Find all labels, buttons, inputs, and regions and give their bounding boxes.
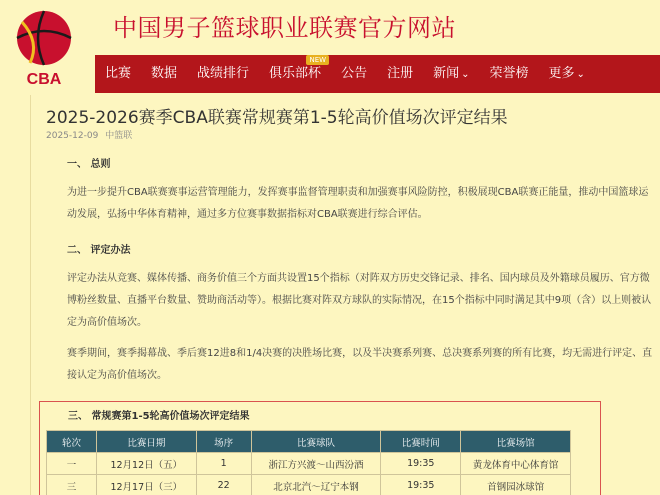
section-heading-results: 三、 常规赛第1-5轮高价值场次评定结果 bbox=[68, 411, 250, 422]
article-container bbox=[30, 95, 660, 495]
site-title[interactable]: 中国男子篮球职业联赛官方网站 bbox=[113, 14, 456, 42]
table-cell: 22 bbox=[196, 475, 251, 495]
cba-logo-icon[interactable] bbox=[10, 8, 78, 88]
section-text-method: 评定办法从竞赛、媒体传播、商务价值三个方面共设置15个指标（对阵双方历史交锋记录、排名、国内球员及外籍球员履历、官方微博粉丝数量、直播平台数量、赞助商活动等）。根据比赛对阵双方球队的实际情况，在15个指标中同时满足其中9项（含）以上则被认定为高价值场次。 bbox=[67, 273, 652, 328]
column-header: 场序 bbox=[196, 431, 251, 453]
nav-label: 更多 bbox=[548, 66, 575, 81]
section-text-method-2: 赛季期间，赛季揭幕战、季后赛12进8和1/4决赛的决胜场比赛，以及半决赛系列赛、总决赛系列赛的所有比赛，均无需进行评定、直接认定为高价值场次。 bbox=[67, 348, 653, 381]
site-header bbox=[0, 0, 660, 95]
nav-item-registration[interactable] bbox=[377, 55, 423, 93]
results-table bbox=[46, 430, 571, 495]
column-header: 比赛日期 bbox=[96, 431, 196, 453]
table-cell: 浙江方兴渡～山西汾酒 bbox=[251, 453, 381, 475]
nav-label: 注册 bbox=[387, 66, 414, 81]
column-header: 比赛球队 bbox=[251, 431, 381, 453]
article-source: 中篮联 bbox=[105, 131, 133, 141]
main-nav bbox=[95, 55, 660, 93]
article-date: 2025-12-09 bbox=[46, 131, 99, 141]
table-cell: 三 bbox=[47, 475, 97, 495]
nav-label: 俱乐部杯 bbox=[269, 66, 322, 81]
table-cell: 黄龙体育中心体育馆 bbox=[461, 453, 571, 475]
logo-text: CBA bbox=[26, 71, 62, 88]
table-cell: 首钢园冰球馆 bbox=[461, 475, 571, 495]
column-header: 轮次 bbox=[47, 431, 97, 453]
nav-item-games[interactable] bbox=[95, 55, 141, 93]
article-meta bbox=[46, 128, 136, 141]
nav-label: 公告 bbox=[341, 66, 368, 81]
results-panel bbox=[39, 401, 601, 495]
column-header: 比赛时间 bbox=[381, 431, 461, 453]
chevron-down-icon: ⌄ bbox=[576, 69, 585, 80]
section-heading-general: 一、 总则 bbox=[67, 159, 111, 170]
nav-label: 比赛 bbox=[105, 66, 132, 81]
table-cell: 北京北汽～辽宁本钢 bbox=[251, 475, 381, 495]
chevron-down-icon: ⌄ bbox=[461, 69, 470, 80]
table-cell: 12月12日（五） bbox=[96, 453, 196, 475]
nav-label: 数据 bbox=[151, 66, 178, 81]
article-title: 2025-2026赛季CBA联赛常规赛第1-5轮高价值场次评定结果 bbox=[46, 108, 508, 128]
section-heading-method: 二、 评定办法 bbox=[67, 245, 131, 256]
column-header: 比赛场馆 bbox=[461, 431, 571, 453]
table-cell: 1 bbox=[196, 453, 251, 475]
table-cell: 19:35 bbox=[381, 453, 461, 475]
nav-item-honors[interactable] bbox=[480, 55, 539, 93]
new-badge: NEW bbox=[306, 55, 329, 65]
section-text-general: 为进一步提升CBA联赛赛事运营管理能力，发挥赛事监督管理职责和加强赛事风险防控，积极展现CBA联赛正能量，推动中国篮球运动发展，弘扬中华体育精神，通过多方位赛事数据指标对CBA联赛进行综合评估。 bbox=[67, 187, 649, 220]
table-header-row bbox=[47, 431, 571, 453]
table-cell: 12月17日（三） bbox=[96, 475, 196, 495]
table-row bbox=[47, 475, 571, 495]
table-cell: 19:35 bbox=[381, 475, 461, 495]
nav-item-more[interactable] bbox=[539, 55, 595, 93]
nav-item-standings[interactable] bbox=[187, 55, 259, 93]
nav-item-news[interactable] bbox=[423, 55, 479, 93]
nav-label: 荣誉榜 bbox=[489, 66, 529, 81]
table-row bbox=[47, 453, 571, 475]
nav-label: 战绩排行 bbox=[197, 66, 250, 81]
table-cell: 一 bbox=[47, 453, 97, 475]
nav-label: 新闻 bbox=[433, 66, 460, 81]
nav-item-announcements[interactable] bbox=[331, 55, 377, 93]
nav-item-club-cup[interactable] bbox=[259, 55, 331, 93]
nav-item-stats[interactable] bbox=[141, 55, 187, 93]
